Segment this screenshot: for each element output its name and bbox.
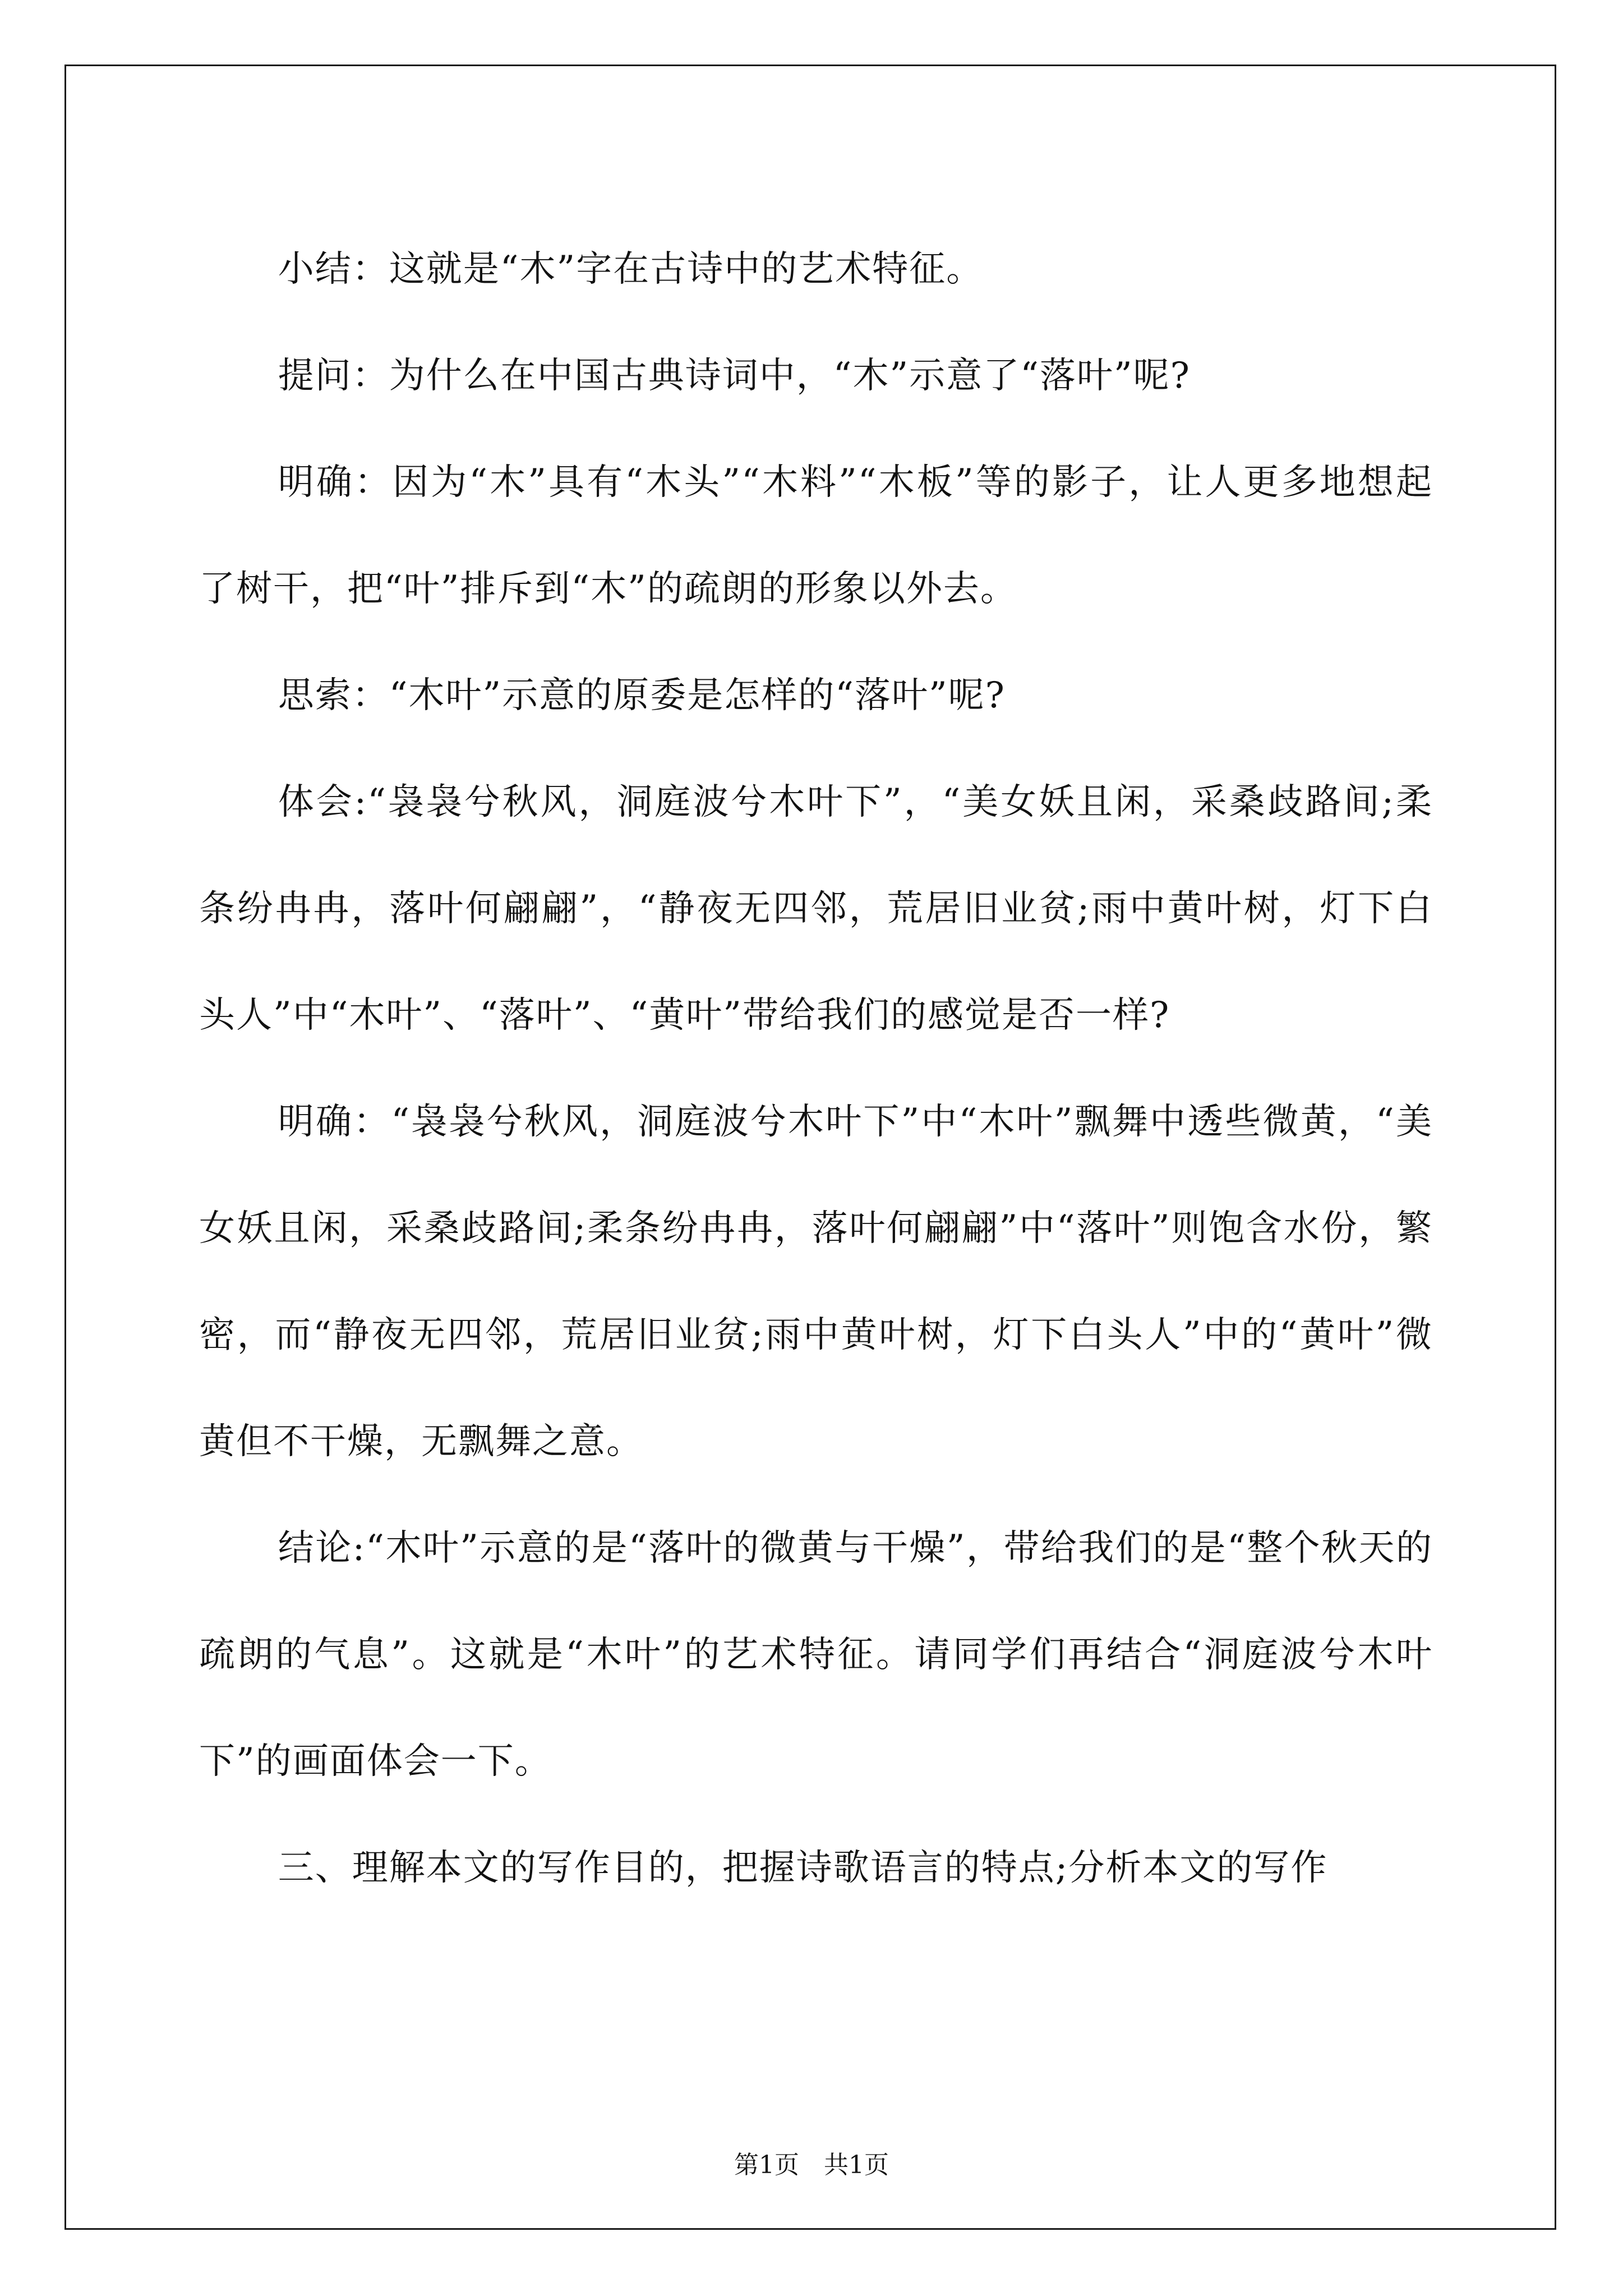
paragraph-clarify-2: 明确：“袅袅兮秋风，洞庭波兮木叶下”中“木叶”飘舞中透些微黄，“美女妖且闲，采桑歧路间;柔条纷冉冉，落叶何翩翩”中“落叶”则饱含水份，繁密，而“静夜无四邻，荒居旧业贫;雨中黄叶树，灯下白头人”中的“黄叶”微黄但不干燥，无飘舞之意。 bbox=[199, 1101, 1433, 1462]
page-footer: 第1页 共1页 bbox=[734, 2151, 889, 2179]
paragraph-section-three: 三、理解本文的写作目的，把握诗歌语言的特点;分析本文的写作 bbox=[278, 1847, 1328, 1889]
paragraph-question: 提问：为什么在中国古典诗词中，“木”示意了“落叶”呢? bbox=[278, 355, 1191, 397]
paragraph-summary: 小结：这就是“木”字在古诗中的艺术特征。 bbox=[278, 249, 984, 290]
paragraph-clarify-1: 明确：因为“木”具有“木头”“木料”“木板”等的影子，让人更多地想起了树干，把“叶”排斥到“木”的疏朗的形象以外去。 bbox=[199, 462, 1433, 610]
paragraph-conclusion: 结论:“木叶”示意的是“落叶的微黄与干燥”，带给我们的是“整个秋天的疏朗的气息”。这就是“木叶”的艺术特征。请同学们再结合“洞庭波兮木叶下”的画面体会一下。 bbox=[199, 1527, 1433, 1782]
paragraph-experience: 体会:“袅袅兮秋风，洞庭波兮木叶下”，“美女妖且闲，采桑歧路间;柔条纷冉冉，落叶何翩翩”，“静夜无四邻，荒居旧业贫;雨中黄叶树，灯下白头人”中“木叶”、“落叶”、“黄叶”带给我们的感觉是否一样? bbox=[199, 781, 1433, 1036]
paragraph-think: 思索：“木叶”示意的原委是怎样的“落叶”呢? bbox=[278, 675, 1006, 716]
document-body bbox=[199, 216, 1433, 1921]
